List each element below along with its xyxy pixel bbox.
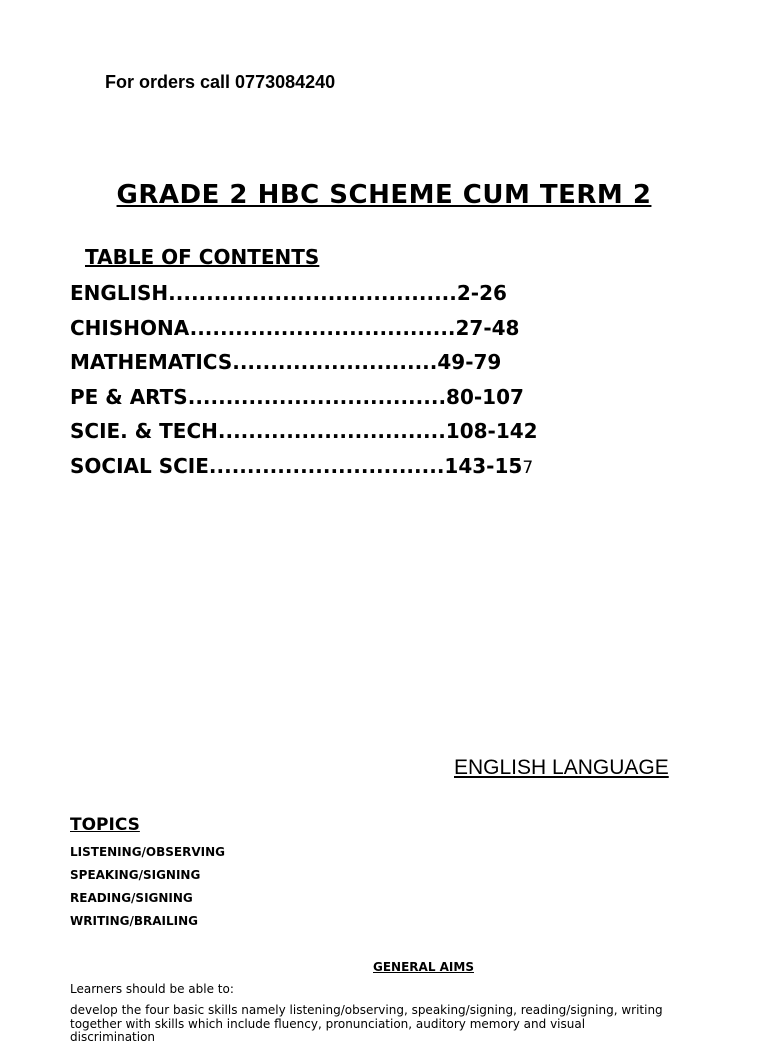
topic-item: LISTENING/OBSERVING (70, 845, 225, 859)
toc-entry-mathematics: MATHEMATICS...........................49-79 (70, 350, 502, 374)
topic-item: SPEAKING/SIGNING (70, 868, 201, 882)
topic-item: WRITING/BRAILING (70, 914, 199, 928)
general-aims-heading: GENERAL AIMS (373, 960, 474, 974)
document-title: GRADE 2 HBC SCHEME CUM TERM 2 (116, 180, 652, 210)
toc-entry-chishona: CHISHONA...................................27-48 (70, 315, 520, 340)
topics-list (70, 844, 225, 936)
toc-entry-science-tech: SCIE. & TECH..............................108-142 (70, 419, 538, 443)
orders-contact-line: For orders call 0773084240 (105, 72, 336, 92)
table-of-contents (70, 280, 538, 487)
general-aims-intro: Learners should be able to: (70, 982, 234, 996)
topics-heading: TOPICS (70, 815, 140, 835)
topic-item: READING/SIGNING (70, 891, 193, 905)
toc-heading: TABLE OF CONTENTS (85, 245, 320, 269)
toc-entry-english: ENGLISH......................................2-26 (70, 281, 507, 305)
general-aims-body: develop the four basic skills namely listening/observing, speaking/signing, reading/signing, writing together with skills which include fluency, pronunciation, auditory memory and visual discrimination (70, 1003, 663, 1044)
toc-entry-social-science: SOCIAL SCIE...............................143-157 (70, 453, 534, 478)
toc-entry-pe-arts: PE & ARTS..................................80-107 (70, 384, 524, 409)
section-title: ENGLISH LANGUAGE (454, 756, 669, 779)
